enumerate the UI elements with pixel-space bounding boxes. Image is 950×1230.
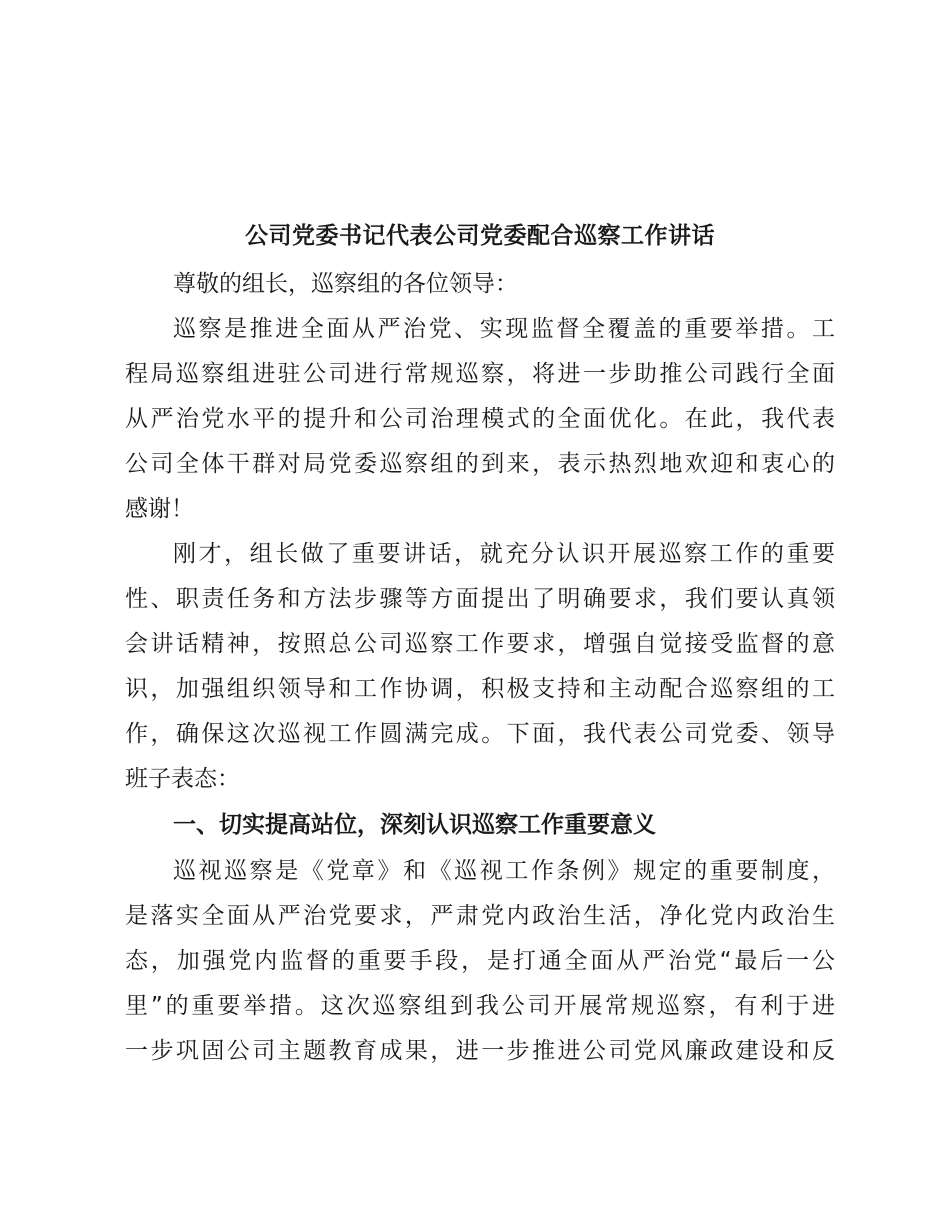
paragraph-line: 巡视巡察是《党章》和《巡视工作条例》规定的重要制度， <box>173 858 835 884</box>
paragraph-line: 识，加强组织领导和工作协调，积极支持和主动配合巡察组的工 <box>125 676 835 702</box>
paragraph-line: 班子表态： <box>125 766 240 792</box>
paragraph-line: 公司全体干群对局党委巡察组的到来，表示热烈地欢迎和衷心的 <box>125 451 835 477</box>
document-title: 公司党委书记代表公司党委配合巡察工作讲话 <box>245 222 715 249</box>
paragraph-line: 巡察是推进全面从严治党、实现监督全覆盖的重要举措。工 <box>173 316 835 342</box>
paragraph-line: 性、职责任务和方法步骤等方面提出了明确要求，我们要认真领 <box>125 586 835 612</box>
paragraph-line: 态，加强党内监督的重要手段，是打通全面从严治党“最后一公 <box>125 948 835 974</box>
paragraph-line: 刚才，组长做了重要讲话，就充分认识开展巡察工作的重要 <box>173 541 835 567</box>
paragraph-1 <box>125 307 835 532</box>
paragraph-line: 里”的重要举措。这次巡察组到我公司开展常规巡察，有利于进 <box>125 993 835 1019</box>
paragraph-line: 作，确保这次巡视工作圆满完成。下面，我代表公司党委、领导 <box>125 721 835 747</box>
paragraph-line: 感谢！ <box>125 496 194 522</box>
paragraph-3 <box>125 849 835 1074</box>
paragraph-line: 会讲话精神，按照总公司巡察工作要求，增强自觉接受监督的意 <box>125 631 835 657</box>
paragraph-line: 程局巡察组进驻公司进行常规巡察，将进一步助推公司践行全面 <box>125 361 835 387</box>
paragraph-2 <box>125 532 835 802</box>
paragraph-line: 从严治党水平的提升和公司治理模式的全面优化。在此，我代表 <box>125 406 835 432</box>
paragraph-line: 一步巩固公司主题教育成果，进一步推进公司党风廉政建设和反 <box>125 1038 835 1064</box>
section-heading: 一、切实提高站位，深刻认识巡察工作重要意义 <box>173 812 656 838</box>
document-body <box>125 210 835 1074</box>
paragraph-line: 是落实全面从严治党要求，严肃党内政治生活，净化党内政治生 <box>125 903 835 929</box>
salutation: 尊敬的组长，巡察组的各位领导： <box>173 271 518 297</box>
